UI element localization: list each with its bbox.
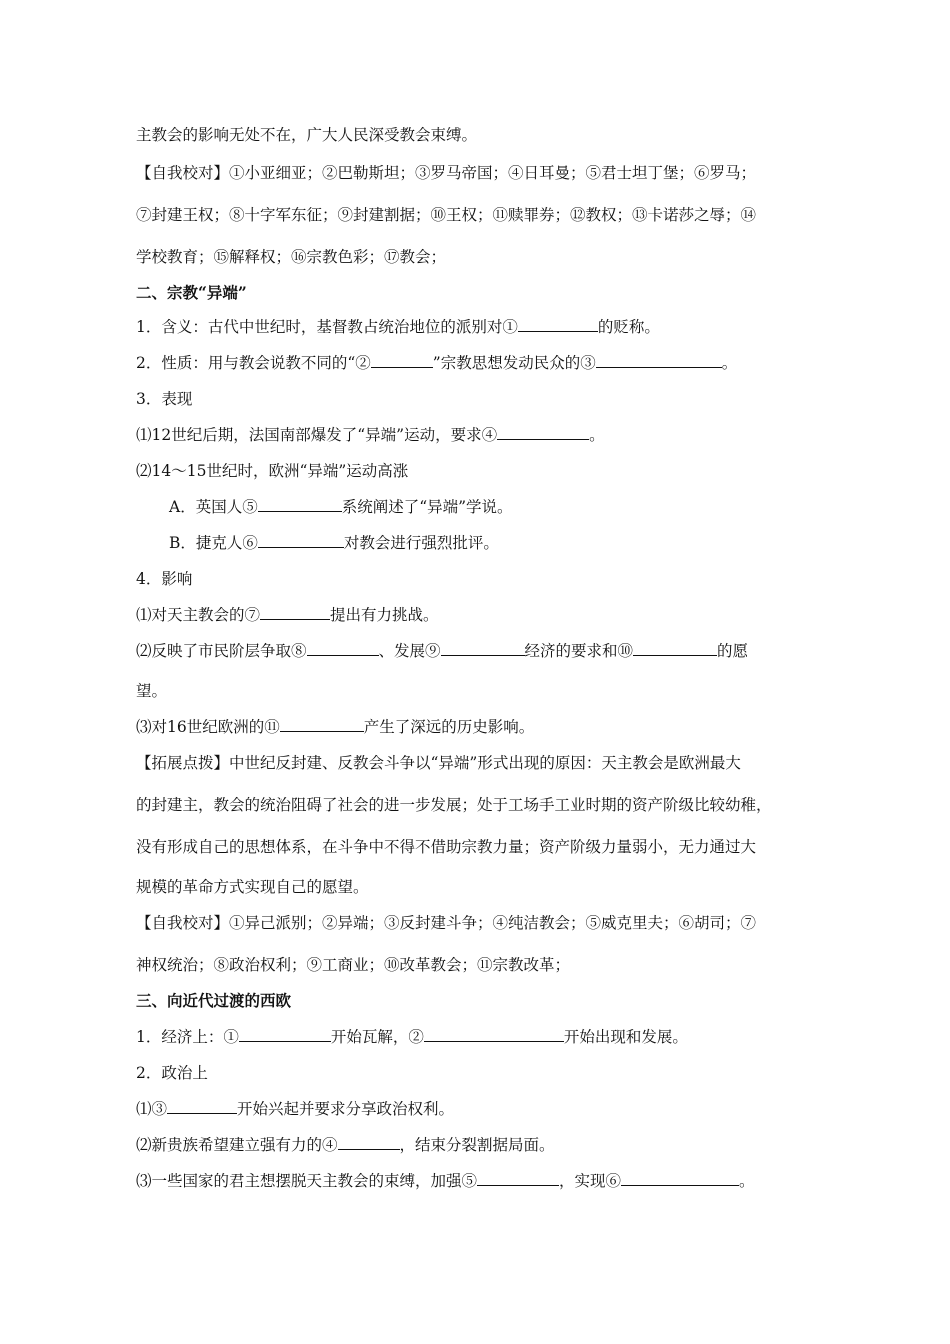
text-line: 1．经济上：① 开始瓦解，② 开始出现和发展。	[136, 1028, 688, 1046]
fill-blank[interactable]	[371, 353, 433, 368]
answer-key-line: ⑦封建王权；⑧十字军东征；⑨封建割据；⑩王权；⑪赎罪券；⑫教权；⑬卡诺莎之辱；⑭	[136, 206, 757, 224]
fill-blank[interactable]	[518, 317, 598, 332]
fill-blank[interactable]	[239, 1027, 331, 1042]
fill-blank[interactable]	[338, 1135, 400, 1150]
text-line: 望。	[136, 682, 168, 700]
text-line: 2．性质：用与教会说教不同的“② ”宗教思想发动民众的③ 。	[136, 354, 738, 372]
text-line: ⑶一些国家的君主想摆脱天主教会的束缚，加强⑤ ，实现⑥ 。	[136, 1172, 755, 1190]
fill-blank[interactable]	[596, 353, 722, 368]
tip-paragraph-line: 的封建主，教会的统治阻碍了社会的进一步发展；处于工场手工业时期的资产阶级比较幼稚，	[136, 796, 772, 814]
text-line: 4．影响	[136, 570, 193, 588]
answer-key-line: 学校教育；⑮解释权；⑯宗教色彩；⑰教会；	[136, 248, 447, 266]
text-line: ⑵新贵族希望建立强有力的④ ，结束分裂割据局面。	[136, 1136, 555, 1154]
answer-key-line: 【自我校对】①异己派别；②异端；③反封建斗争；④纯洁教会；⑤威克里夫；⑥胡司；⑦	[136, 914, 757, 932]
fill-blank[interactable]	[621, 1171, 739, 1186]
answer-key-line: 神权统治；⑧政治权利；⑨工商业；⑩改革教会；⑪宗教改革；	[136, 956, 571, 974]
fill-blank[interactable]	[258, 497, 342, 512]
fill-blank[interactable]	[258, 533, 344, 548]
text-line: ⑵14～15世纪时，欧洲“异端”运动高涨	[136, 462, 409, 480]
tip-paragraph-line: 没有形成自己的思想体系，在斗争中不得不借助宗教力量；资产阶级力量弱小，无力通过大	[136, 838, 757, 856]
text-line: ⑴对天主教会的⑦ 提出有力挑战。	[136, 606, 439, 624]
tip-paragraph-line: 规模的革命方式实现自己的愿望。	[136, 878, 369, 896]
fill-blank[interactable]	[477, 1171, 559, 1186]
text-line: ⑴12世纪后期，法国南部爆发了“异端”运动，要求④ 。	[136, 426, 605, 444]
fill-blank[interactable]	[260, 605, 330, 620]
text-line: B．捷克人⑥ 对教会进行强烈批评。	[169, 534, 499, 552]
text-line: 1．含义：古代中世纪时，基督教占统治地位的派别对① 的贬称。	[136, 318, 660, 336]
text-line: 3．表现	[136, 390, 193, 408]
fill-blank[interactable]	[424, 1027, 564, 1042]
answer-key-line: 【自我校对】①小亚细亚；②巴勒斯坦；③罗马帝国；④日耳曼；⑤君士坦丁堡；⑥罗马；	[136, 164, 757, 182]
text-line: ⑶对16世纪欧洲的⑪ 产生了深远的历史影响。	[136, 718, 535, 736]
tip-paragraph-line: 【拓展点拨】中世纪反封建、反教会斗争以“异端”形式出现的原因：天主教会是欧洲最大	[136, 754, 741, 772]
fill-blank[interactable]	[167, 1099, 237, 1114]
text-line: A．英国人⑤ 系统阐述了“异端”学说。	[169, 498, 513, 516]
section-heading: 三、向近代过渡的西欧	[136, 991, 292, 1010]
fill-blank[interactable]	[280, 717, 364, 732]
fill-blank[interactable]	[633, 641, 717, 656]
fill-blank[interactable]	[307, 641, 379, 656]
fill-blank[interactable]	[441, 641, 525, 656]
text-line: ⑴③ 开始兴起并要求分享政治权利。	[136, 1100, 455, 1118]
section-heading: 二、宗教“异端”	[136, 283, 247, 302]
text-line: 主教会的影响无处不在，广大人民深受教会束缚。	[136, 126, 478, 144]
text-line: ⑵反映了市民阶层争取⑧ 、发展⑨ 经济的要求和⑩ 的愿	[136, 642, 749, 660]
fill-blank[interactable]	[497, 425, 589, 440]
text-line: 2．政治上	[136, 1064, 208, 1082]
